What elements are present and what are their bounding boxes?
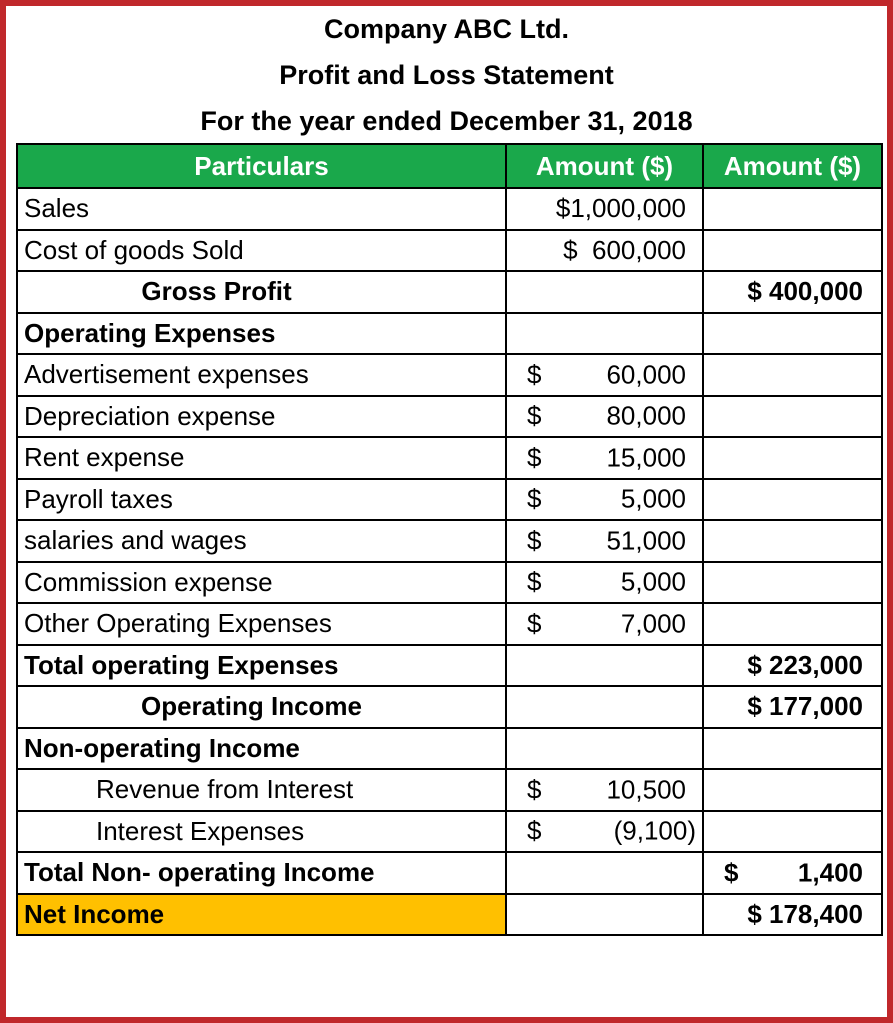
dollar-sign: $ [527,774,542,805]
row-payroll [17,479,882,521]
row-amount [506,479,703,521]
row-label: Interest Expenses [17,811,506,853]
row-label: Commission expense [17,562,506,604]
row-amount: $1,000,000 [506,188,703,230]
row-total-empty [703,811,882,853]
row-amount [506,562,703,604]
amount-value: 60,000 [606,359,686,390]
row-total: $ 223,000 [703,645,882,687]
section-label: Operating Expenses [17,313,506,355]
row-total-empty [703,479,882,521]
row-net-income [17,894,882,936]
row-salaries [17,520,882,562]
row-opex-header [17,313,882,355]
dollar-sign: $ [527,566,542,597]
row-total-empty [703,437,882,479]
col-header-amount-detail: Amount ($) [506,144,703,188]
row-amount-empty [506,271,703,313]
statement-title: Profit and Loss Statement [279,60,614,90]
amount-value: 80,000 [606,400,686,431]
row-total-empty [703,520,882,562]
dollar-sign: $ [527,483,542,514]
row-amount-empty [506,645,703,687]
row-total-nonop [17,852,882,894]
dollar-sign: $ [527,442,542,473]
row-label: Total Non- operating Income [17,852,506,894]
row-label: Payroll taxes [17,479,506,521]
row-amount-empty [506,686,703,728]
profit-loss-table [16,143,883,936]
row-other-opex [17,603,882,645]
dollar-sign: $ [724,857,739,888]
table-header-row [17,144,882,188]
statement-header [0,6,893,144]
row-interest-revenue [17,769,882,811]
row-amount [506,354,703,396]
row-amount [506,437,703,479]
row-amount-empty [506,728,703,770]
row-amount [506,603,703,645]
row-depreciation [17,396,882,438]
row-total-empty [703,354,882,396]
row-amount-empty [506,894,703,936]
row-label: Cost of goods Sold [17,230,506,272]
statement-period: For the year ended December 31, 2018 [200,106,693,136]
row-total-empty [703,396,882,438]
row-total-empty [703,728,882,770]
col-header-amount-total: Amount ($) [703,144,882,188]
row-label: Operating Income [17,686,506,728]
dollar-sign: $ [527,400,542,431]
row-sales [17,188,882,230]
net-income-label: Net Income [17,894,506,936]
row-label: Rent expense [17,437,506,479]
amount-value: (9,100) [613,815,696,846]
amount-value: 7,000 [620,608,686,639]
row-interest-expense [17,811,882,853]
row-amount: $ 600,000 [506,230,703,272]
company-name: Company ABC Ltd. [324,14,569,44]
row-total-empty [703,230,882,272]
row-label: Depreciation expense [17,396,506,438]
row-amount-empty [506,313,703,355]
row-amount [506,520,703,562]
row-total-empty [703,769,882,811]
row-total-empty [703,562,882,604]
row-label: Other Operating Expenses [17,603,506,645]
net-income-total: $ 178,400 [703,894,882,936]
row-label: Advertisement expenses [17,354,506,396]
row-total: $ 177,000 [703,686,882,728]
dollar-sign: $ [527,815,542,846]
amount-value: 5,000 [620,483,686,514]
dollar-sign: $ [527,525,542,556]
amount-value: 51,000 [606,525,686,556]
row-label: Gross Profit [17,271,506,313]
total-value: 1,400 [797,857,863,888]
row-amount [506,396,703,438]
dollar-sign: $ [527,359,542,390]
row-total-empty [703,603,882,645]
row-amount [506,811,703,853]
row-nonop-header [17,728,882,770]
row-advertisement [17,354,882,396]
row-cogs [17,230,882,272]
row-amount [506,769,703,811]
row-total [703,852,882,894]
section-label: Non-operating Income [17,728,506,770]
col-header-particulars: Particulars [17,144,506,188]
row-label: salaries and wages [17,520,506,562]
row-total-opex [17,645,882,687]
row-total-empty [703,188,882,230]
row-total-empty [703,313,882,355]
row-label: Sales [17,188,506,230]
amount-value: 5,000 [620,566,686,597]
row-label: Total operating Expenses [17,645,506,687]
amount-value: 10,500 [606,774,686,805]
row-label: Revenue from Interest [17,769,506,811]
row-operating-income [17,686,882,728]
row-commission [17,562,882,604]
row-total: $ 400,000 [703,271,882,313]
amount-value: 15,000 [606,442,686,473]
row-amount-empty [506,852,703,894]
dollar-sign: $ [527,608,542,639]
row-gross-profit [17,271,882,313]
row-rent [17,437,882,479]
